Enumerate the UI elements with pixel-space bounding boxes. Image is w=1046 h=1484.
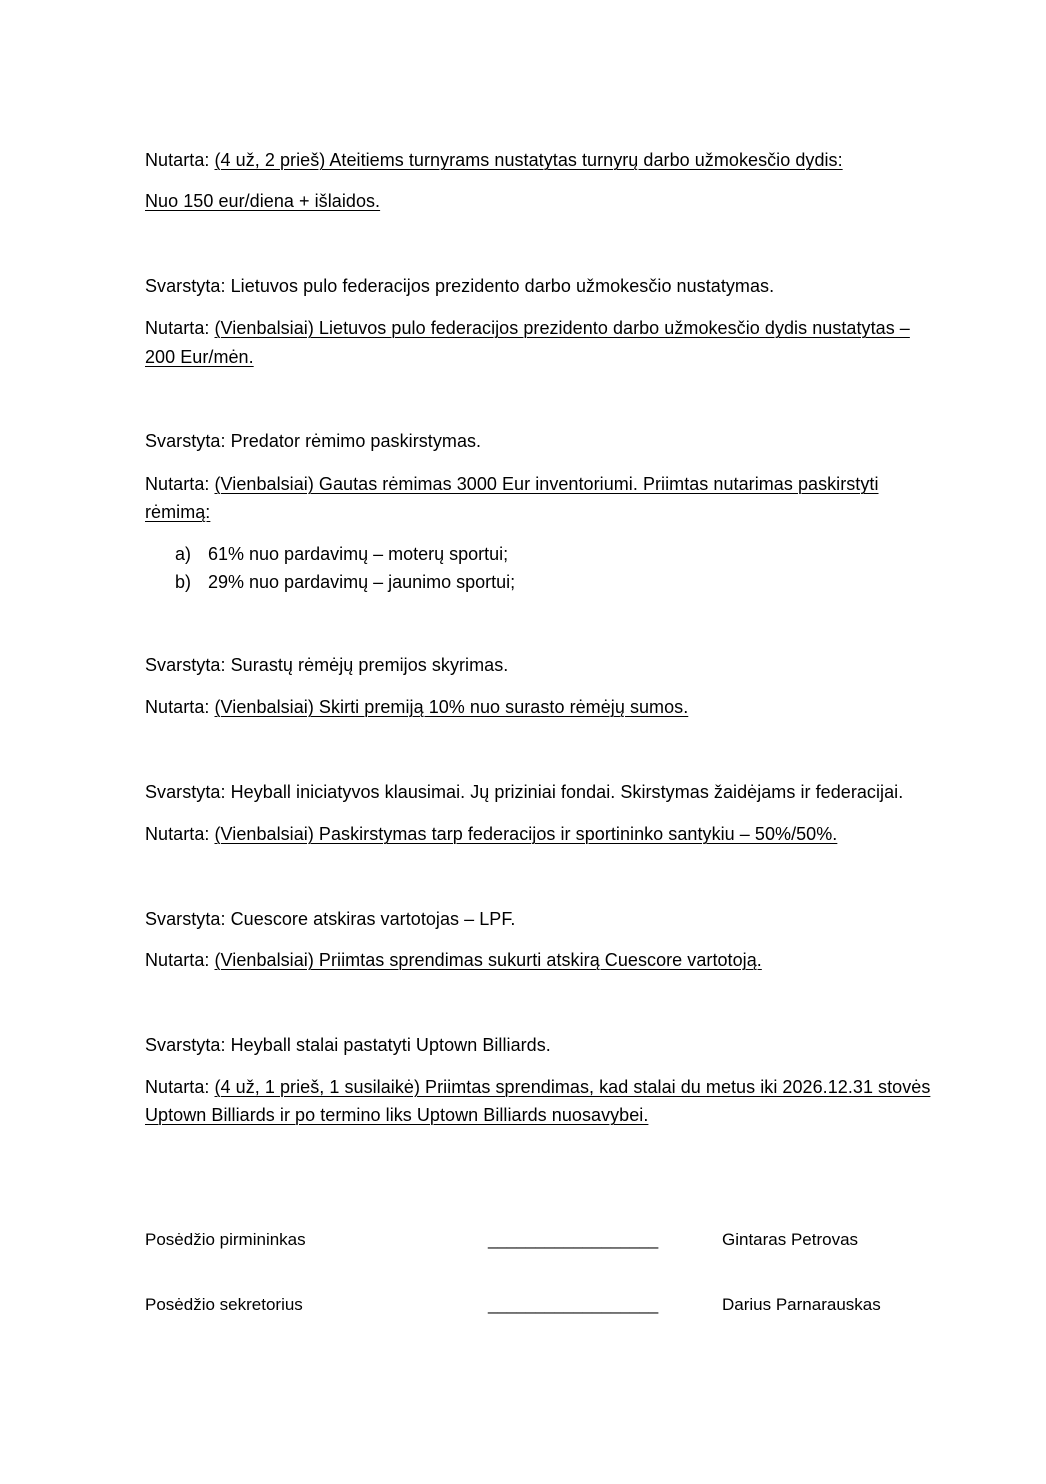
considered-label: Svarstyta: — [145, 782, 226, 802]
signature-line: __________________ — [488, 1230, 659, 1249]
considered-label: Svarstyta: — [145, 431, 226, 451]
decision-paragraph-continued — [145, 1104, 648, 1126]
considered-label: Svarstyta: — [145, 1035, 226, 1055]
decision-paragraph — [145, 317, 910, 339]
considered-text: Cuescore atskiras vartotojas – LPF. — [230, 909, 516, 929]
signature-name-chair: Gintaras Petrovas — [722, 1230, 859, 1249]
decision-label: Nutarta: — [145, 474, 210, 494]
decision-text: (4 už, 2 prieš) Ateitiems turnyrams nustatytas turnyrų darbo užmokesčio dydis: — [214, 150, 843, 170]
considered-paragraph — [145, 781, 903, 803]
decision-text: (4 už, 1 prieš, 1 susilaikė) Priimtas sprendimas, kad stalai du metus iki 2026.12.31 stovės — [214, 1077, 931, 1097]
decision-text: (Vienbalsiai) Paskirstymas tarp federacijos ir sportininko santykiu – 50%/50%. — [214, 824, 838, 844]
signature-role-secretary: Posėdžio sekretorius — [145, 1295, 303, 1314]
considered-text: Lietuvos pulo federacijos prezidento darbo užmokesčio nustatymas. — [230, 276, 775, 296]
decision-paragraph — [145, 1076, 930, 1098]
decision-text: Nuo 150 eur/diena + išlaidos. — [145, 191, 381, 211]
decision-paragraph-continued — [145, 346, 254, 368]
considered-label: Svarstyta: — [145, 655, 226, 675]
considered-text: Predator rėmimo paskirstymas. — [230, 431, 482, 451]
decision-text: (Vienbalsiai) Gautas rėmimas 3000 Eur inventoriumi. Priimtas nutarimas paskirstyti — [214, 474, 879, 494]
decision-paragraph — [145, 149, 843, 171]
list-item-text: 61% nuo pardavimų – moterų sportui; — [208, 544, 509, 564]
list-item-marker: a) — [175, 544, 192, 564]
considered-text: Heyball iniciatyvos klausimai. Jų priziniai fondai. Skirstymas žaidėjams ir federacijai. — [230, 782, 904, 802]
decision-label: Nutarta: — [145, 150, 210, 170]
decision-text: rėmimą: — [145, 502, 211, 522]
decision-paragraph — [145, 823, 837, 845]
considered-paragraph — [145, 275, 774, 297]
decision-label: Nutarta: — [145, 824, 210, 844]
decision-label: Nutarta: — [145, 950, 210, 970]
list-item-text: 29% nuo pardavimų – jaunimo sportui; — [208, 572, 516, 592]
decision-paragraph — [145, 949, 762, 971]
signature-line: __________________ — [488, 1295, 659, 1314]
decision-paragraph — [145, 473, 879, 495]
decision-text: Uptown Billiards ir po termino liks Uptown Billiards nuosavybei. — [145, 1105, 649, 1125]
considered-text: Surastų rėmėjų premijos skyrimas. — [230, 655, 509, 675]
decision-label: Nutarta: — [145, 697, 210, 717]
considered-label: Svarstyta: — [145, 276, 226, 296]
signature-name-secretary: Darius Parnarauskas — [722, 1295, 881, 1314]
decision-text: 200 Eur/mėn. — [145, 347, 254, 367]
considered-paragraph — [145, 908, 515, 930]
decision-text: (Vienbalsiai) Skirti premiją 10% nuo surasto rėmėjų sumos. — [214, 697, 689, 717]
list-item-marker: b) — [175, 572, 192, 592]
decision-paragraph-continued — [145, 190, 380, 212]
decision-label: Nutarta: — [145, 1077, 210, 1097]
decision-text: (Vienbalsiai) Lietuvos pulo federacijos prezidento darbo užmokesčio dydis nustatytas – — [214, 318, 910, 338]
signature-role-chair: Posėdžio pirmininkas — [145, 1230, 306, 1249]
considered-text: Heyball stalai pastatyti Uptown Billiards. — [230, 1035, 551, 1055]
considered-paragraph — [145, 1034, 551, 1056]
decision-paragraph — [145, 696, 688, 718]
considered-paragraph — [145, 430, 481, 452]
considered-paragraph — [145, 654, 508, 676]
decision-paragraph-continued — [145, 501, 210, 523]
decision-text: (Vienbalsiai) Priimtas sprendimas sukurti atskirą Cuescore vartotoją. — [214, 950, 762, 970]
considered-label: Svarstyta: — [145, 909, 226, 929]
decision-label: Nutarta: — [145, 318, 210, 338]
